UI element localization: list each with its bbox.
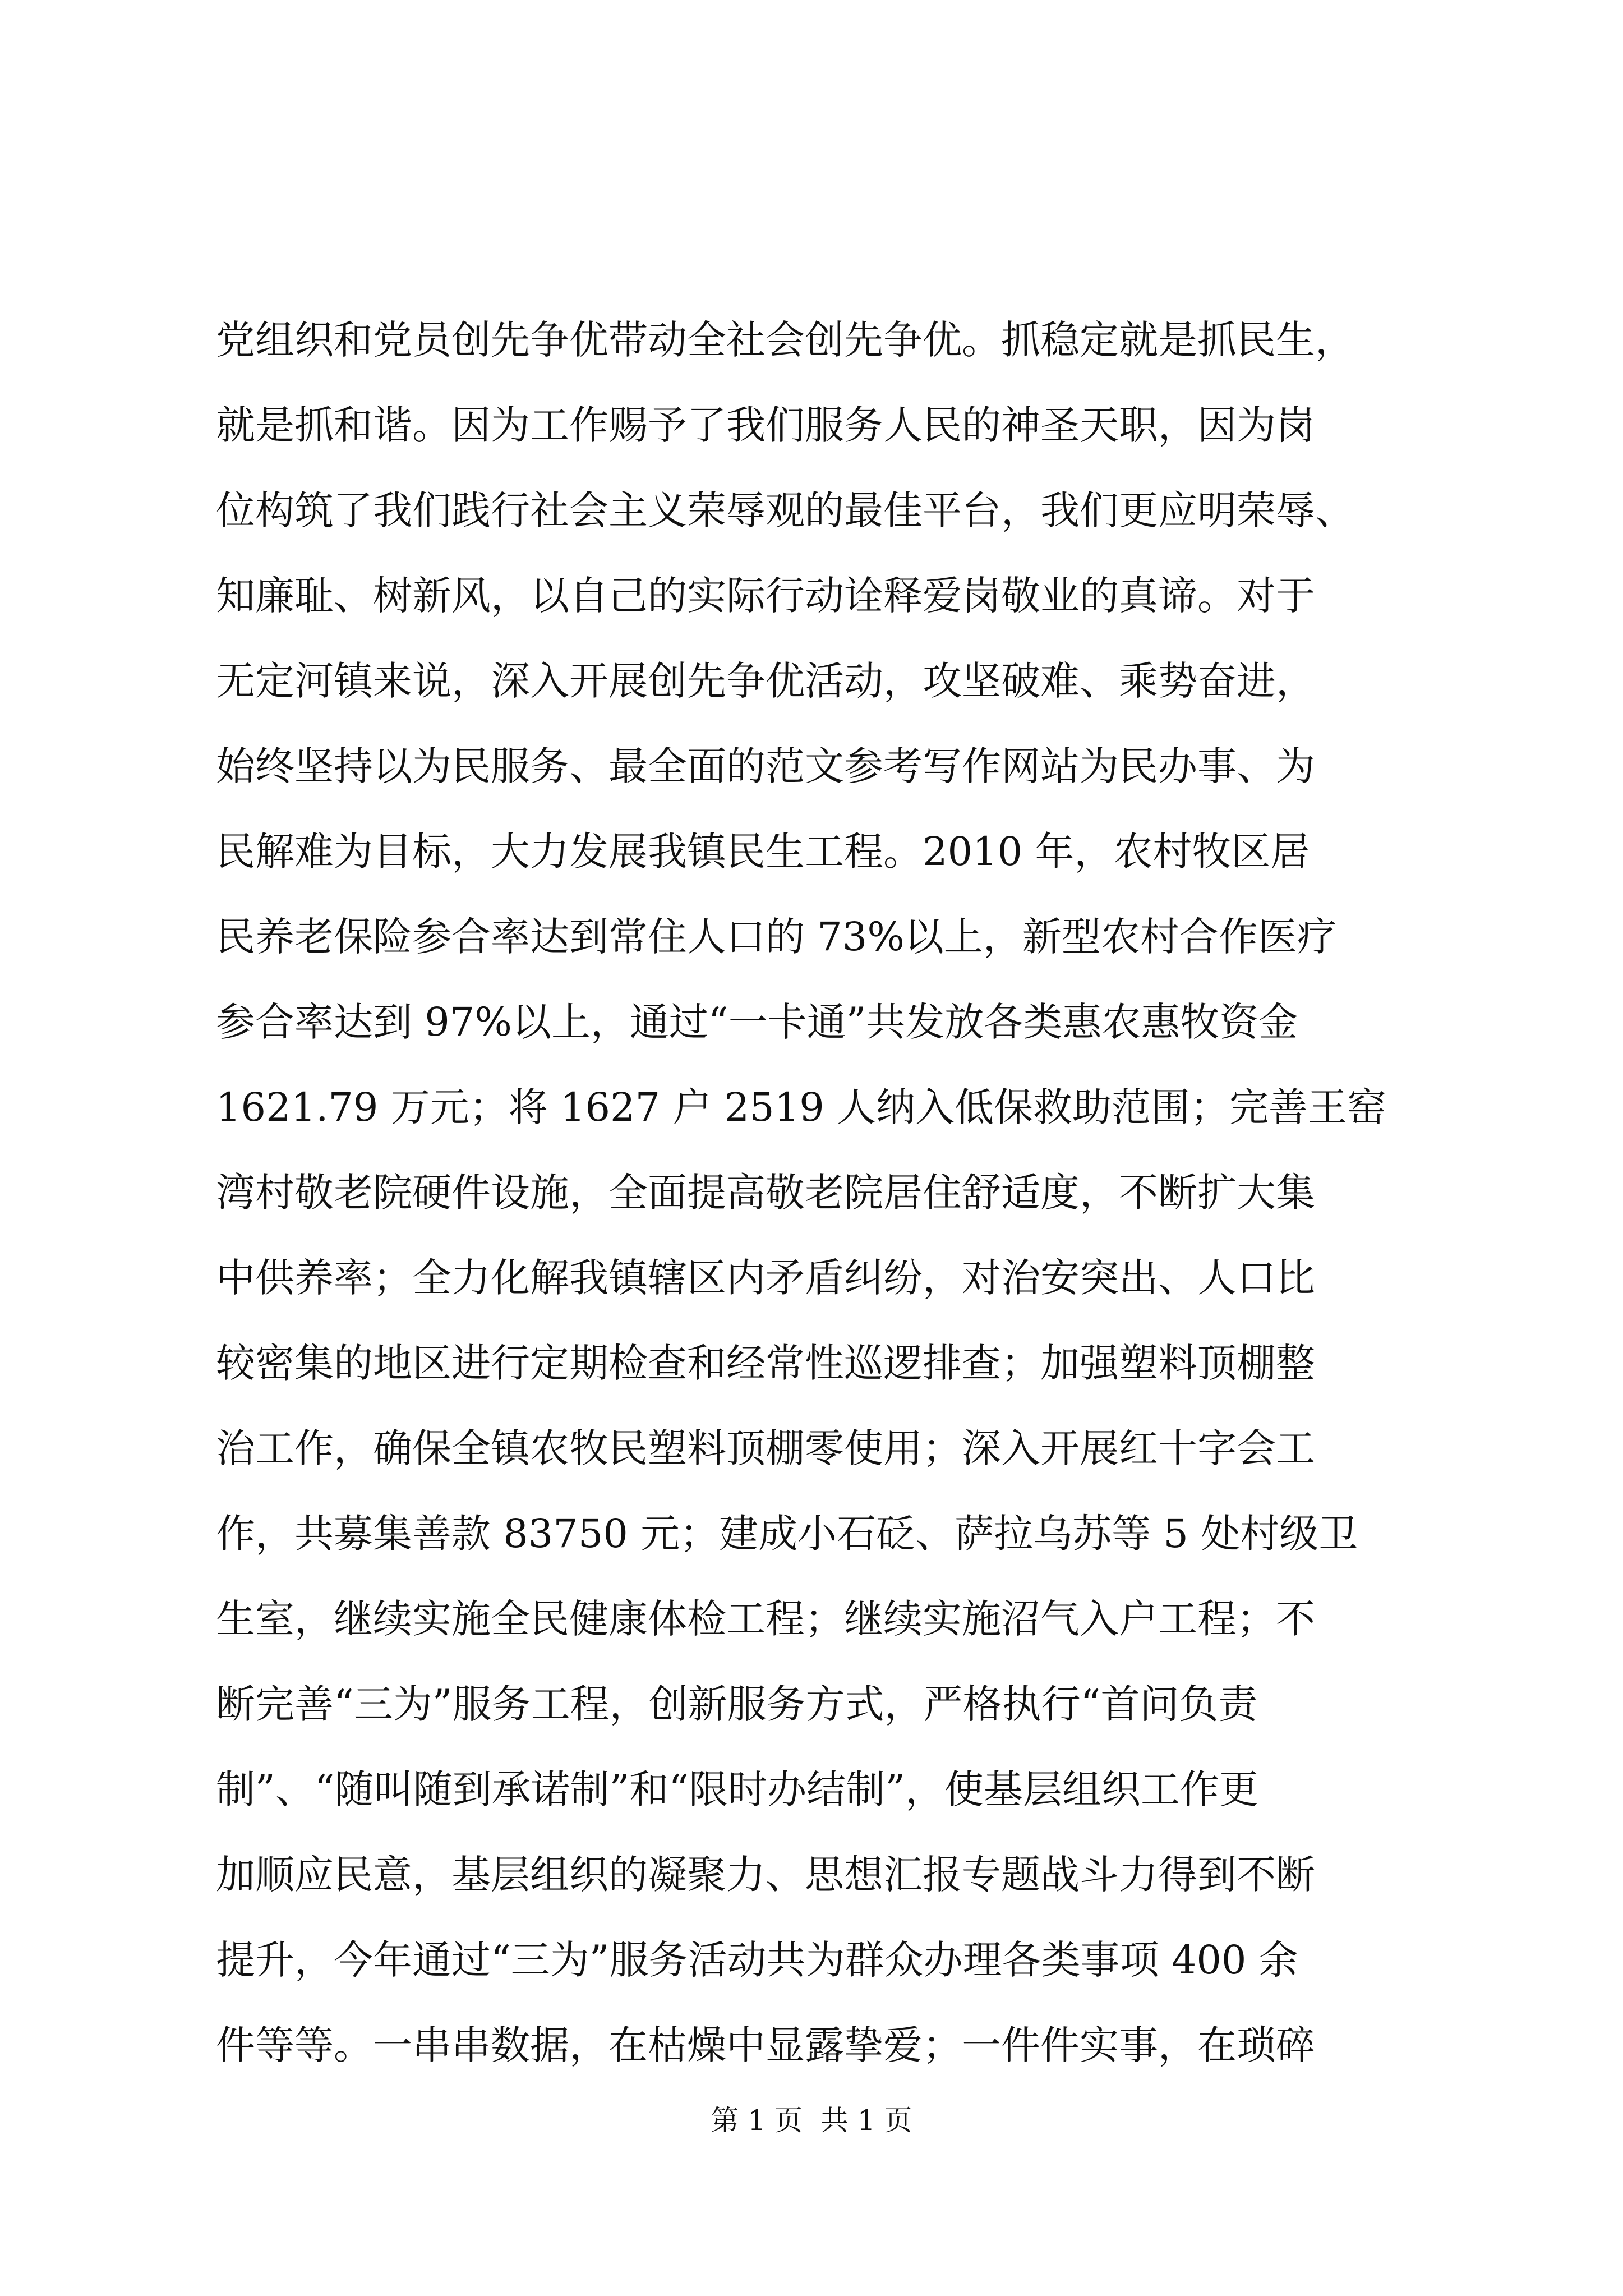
body-line: 党组织和党员创先争优带动全社会创先争优。抓稳定就是抓民生， xyxy=(216,317,1354,363)
page-number-footer: 第 1 页 共 1 页 xyxy=(711,2104,912,2137)
document-body xyxy=(216,297,1478,2088)
body-line: 参合率达到 97%以上，通过“一卡通”共发放各类惠农惠牧资金 xyxy=(216,999,1298,1045)
body-line: 位构筑了我们践行社会主义荣辱观的最佳平台，我们更应明荣辱、 xyxy=(216,487,1354,533)
body-line: 民养老保险参合率达到常住人口的 73%以上，新型农村合作医疗 xyxy=(216,914,1336,960)
body-line: 加顺应民意，基层组织的凝聚力、思想汇报专题战斗力得到不断 xyxy=(216,1852,1315,1898)
body-line: 件等等。一串串数据，在枯燥中显露挚爱；一件件实事，在琐碎 xyxy=(216,2022,1315,2068)
body-line: 无定河镇来说，深入开展创先争优活动，攻坚破难、乘势奋进， xyxy=(216,658,1315,704)
body-line: 民解难为目标，大力发展我镇民生工程。2010 年，农村牧区居 xyxy=(216,829,1310,875)
body-line: 提升，今年通过“三为”服务活动共为群众办理各类事项 400 余 xyxy=(216,1937,1298,1983)
body-line: 1621.79 万元；将 1627 户 2519 人纳入低保救助范围；完善王窑 xyxy=(216,1084,1387,1130)
body-line: 知廉耻、树新风，以自己的实际行动诠释爱岗敬业的真谛。对于 xyxy=(216,573,1315,619)
body-line: 断完善“三为”服务工程，创新服务方式，严格执行“首问负责 xyxy=(216,1681,1258,1727)
body-line: 生室，继续实施全民健康体检工程；继续实施沼气入户工程；不 xyxy=(216,1596,1315,1642)
body-line: 治工作，确保全镇农牧民塑料顶棚零使用；深入开展红十字会工 xyxy=(216,1425,1315,1471)
body-line: 作，共募集善款 83750 元；建成小石砭、萨拉乌苏等 5 处村级卫 xyxy=(216,1511,1358,1557)
body-line: 始终坚持以为民服务、最全面的范文参考写作网站为民办事、为 xyxy=(216,743,1315,789)
body-line: 湾村敬老院硬件设施，全面提高敬老院居住舒适度，不断扩大集 xyxy=(216,1170,1315,1216)
body-line: 中供养率；全力化解我镇辖区内矛盾纠纷，对治安突出、人口比 xyxy=(216,1255,1315,1301)
body-line: 制”、“随叫随到承诺制”和“限时办结制”，使基层组织工作更 xyxy=(216,1766,1258,1812)
body-line: 就是抓和谐。因为工作赐予了我们服务人民的神圣天职，因为岗 xyxy=(216,402,1315,448)
body-line: 较密集的地区进行定期检查和经常性巡逻排查；加强塑料顶棚整 xyxy=(216,1340,1315,1386)
